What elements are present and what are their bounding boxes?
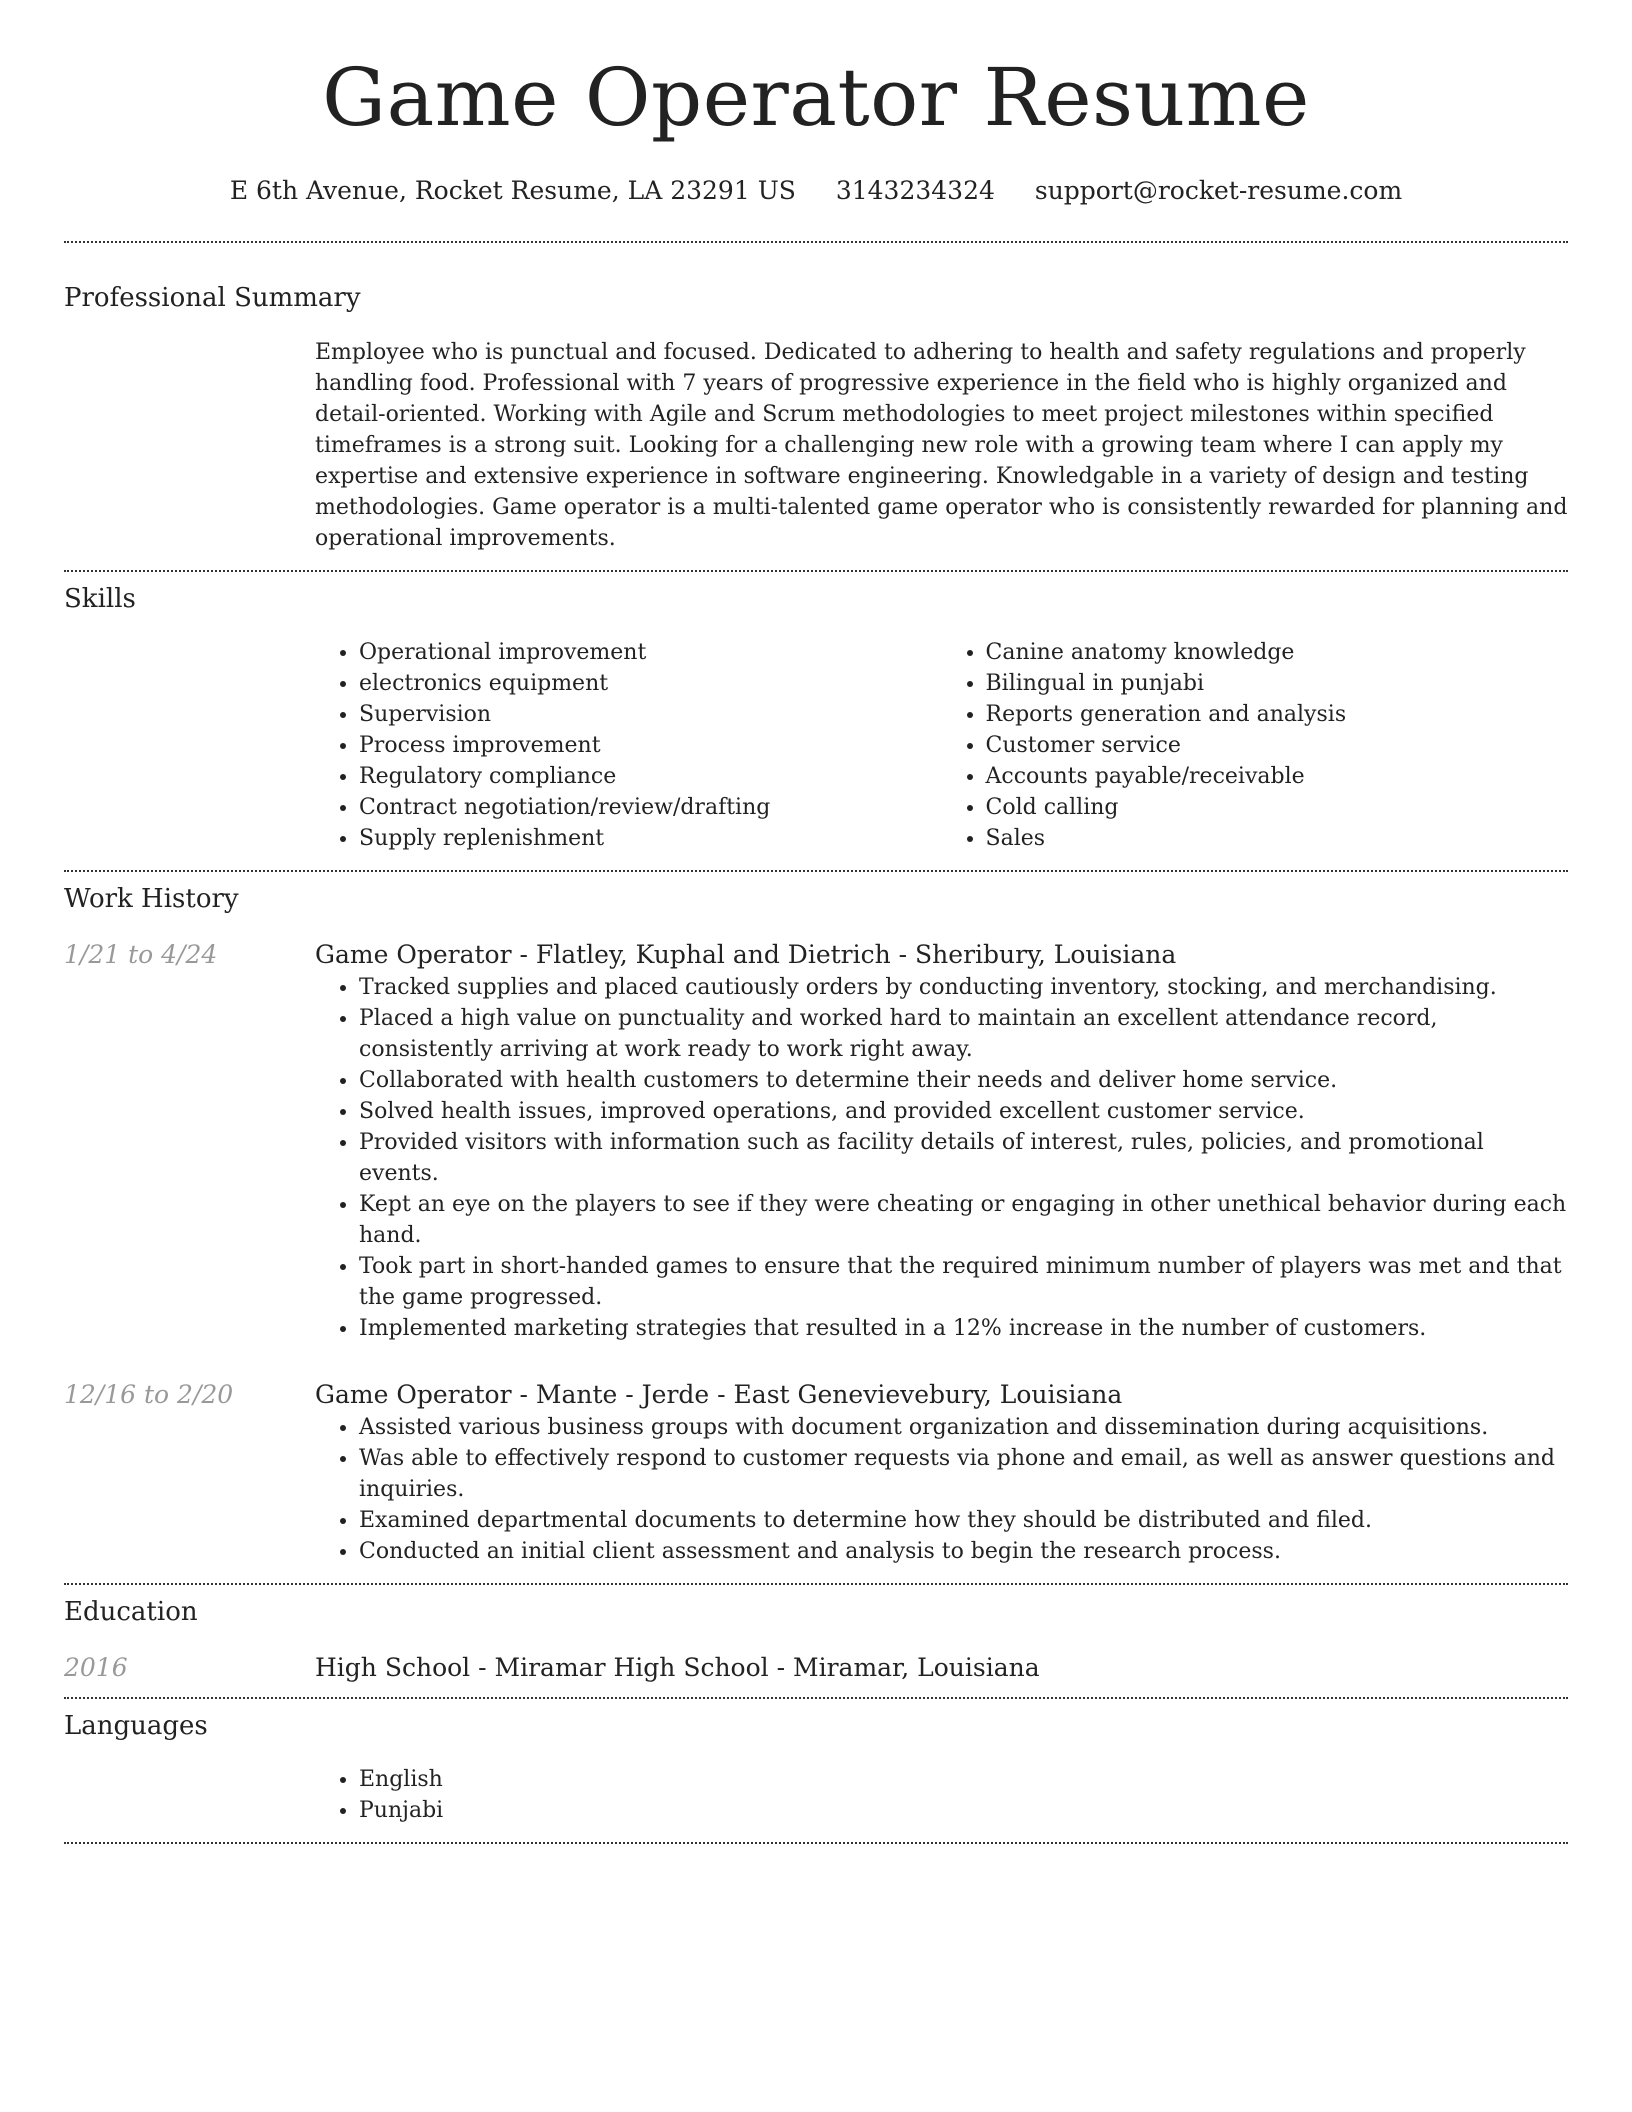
skill-item: • Cold calling xyxy=(986,792,1569,823)
list-item: • Assisted various business groups with document organization and dissemination during acquisitions. xyxy=(359,1412,1568,1443)
list-item: • Provided visitors with information such as facility details of interest, rules, policies, and promotional events. xyxy=(359,1127,1568,1189)
skills-section xyxy=(64,572,1568,870)
education-section xyxy=(64,1585,1568,1697)
language-item: • Punjabi xyxy=(359,1795,1568,1826)
languages-list xyxy=(315,1764,1568,1826)
skills-columns xyxy=(315,637,1568,870)
skills-list-left xyxy=(315,637,942,854)
skill-item: • Sales xyxy=(986,823,1569,854)
section-title-education: Education xyxy=(64,1597,198,1627)
list-item: • Solved health issues, improved operations, and provided excellent customer service. xyxy=(359,1096,1568,1127)
languages-section xyxy=(64,1699,1568,1842)
skill-item: • Operational improvement xyxy=(359,637,942,668)
contact-phone: 3143234324 xyxy=(835,176,995,205)
work-entry xyxy=(64,938,1568,1344)
list-item: • Tracked supplies and placed cautiously orders by conducting inventory, stocking, and merchandising. xyxy=(359,972,1568,1003)
skill-item: • Canine anatomy knowledge xyxy=(986,637,1569,668)
skill-item: • Supervision xyxy=(359,699,942,730)
work-entry-body xyxy=(315,938,1568,1344)
list-item: • Kept an eye on the players to see if they were cheating or engaging in other unethical behavior during each hand. xyxy=(359,1189,1568,1251)
work-entry-date: 12/16 to 2/20 xyxy=(64,1380,234,1409)
work-entry-bullets xyxy=(315,972,1568,1344)
work-section xyxy=(64,872,1568,1583)
skill-item: • Bilingual in punjabi xyxy=(986,668,1569,699)
work-entry-bullets xyxy=(315,1412,1568,1567)
section-title-skills: Skills xyxy=(64,584,136,614)
languages-content xyxy=(315,1764,1568,1842)
list-item: • Placed a high value on punctuality and worked hard to maintain an excellent attendance record, consistently arriving at work ready to work right away. xyxy=(359,1003,1568,1065)
section-title-work: Work History xyxy=(64,884,239,914)
skill-item: • Contract negotiation/review/drafting xyxy=(359,792,942,823)
skill-item: • Process improvement xyxy=(359,730,942,761)
work-entry-date: 1/21 to 4/24 xyxy=(64,940,218,969)
list-item: • Was able to effectively respond to customer requests via phone and email, as well as answer questions and inquiries. xyxy=(359,1443,1568,1505)
education-body xyxy=(315,1651,1568,1685)
contact-line xyxy=(64,176,1568,205)
skill-item: • electronics equipment xyxy=(359,668,942,699)
list-item: • Collaborated with health customers to determine their needs and deliver home service. xyxy=(359,1065,1568,1096)
list-item: • Examined departmental documents to determine how they should be distributed and filed. xyxy=(359,1505,1568,1536)
list-item: • Implemented marketing strategies that resulted in a 12% increase in the number of customers. xyxy=(359,1313,1568,1344)
summary-text: Employee who is punctual and focused. Dedicated to adhering to health and safety regulations and properly handling food. Professional with 7 years of progressive experience in the field who is highly organized and detail-oriented. Working with Agile and Scrum methodologies to meet project milestones within specified timeframes is a strong suit. Looking for a challenging new role with a growing team where I can apply my expertise and extensive experience in software engineering. Knowledgable in a variety of design and testing methodologies. Game operator is a multi-talented game operator who is consistently rewarded for planning and operational improvements. xyxy=(315,340,1568,551)
education-date: 2016 xyxy=(64,1653,128,1682)
education-entry xyxy=(64,1651,1568,1697)
contact-email: support@rocket-resume.com xyxy=(1034,176,1403,205)
list-item: • Conducted an initial client assessment and analysis to begin the research process. xyxy=(359,1536,1568,1567)
work-entry-heading: Game Operator - Mante - Jerde - East Genevievebury, Louisiana xyxy=(315,1380,1123,1409)
summary-section xyxy=(64,243,1568,570)
skill-item: • Customer service xyxy=(986,730,1569,761)
skill-item: • Reports generation and analysis xyxy=(986,699,1569,730)
section-title-languages: Languages xyxy=(64,1711,208,1741)
skills-list-right xyxy=(942,637,1569,854)
divider xyxy=(64,1842,1568,1844)
resume-title: Game Operator Resume xyxy=(322,51,1310,144)
contact-address: E 6th Avenue, Rocket Resume, LA 23291 US xyxy=(229,176,796,205)
work-entry xyxy=(64,1378,1568,1583)
skill-item: • Supply replenishment xyxy=(359,823,942,854)
education-heading: High School - Miramar High School - Miramar, Louisiana xyxy=(315,1653,1040,1682)
list-item: • Took part in short-handed games to ensure that the required minimum number of players was met and that the game progressed. xyxy=(359,1251,1568,1313)
work-entry-body xyxy=(315,1378,1568,1567)
skill-item: • Regulatory compliance xyxy=(359,761,942,792)
work-entry-heading: Game Operator - Flatley, Kuphal and Dietrich - Sheribury, Louisiana xyxy=(315,940,1177,969)
skill-item: • Accounts payable/receivable xyxy=(986,761,1569,792)
section-title-summary: Professional Summary xyxy=(64,283,361,313)
language-item: • English xyxy=(359,1764,1568,1795)
